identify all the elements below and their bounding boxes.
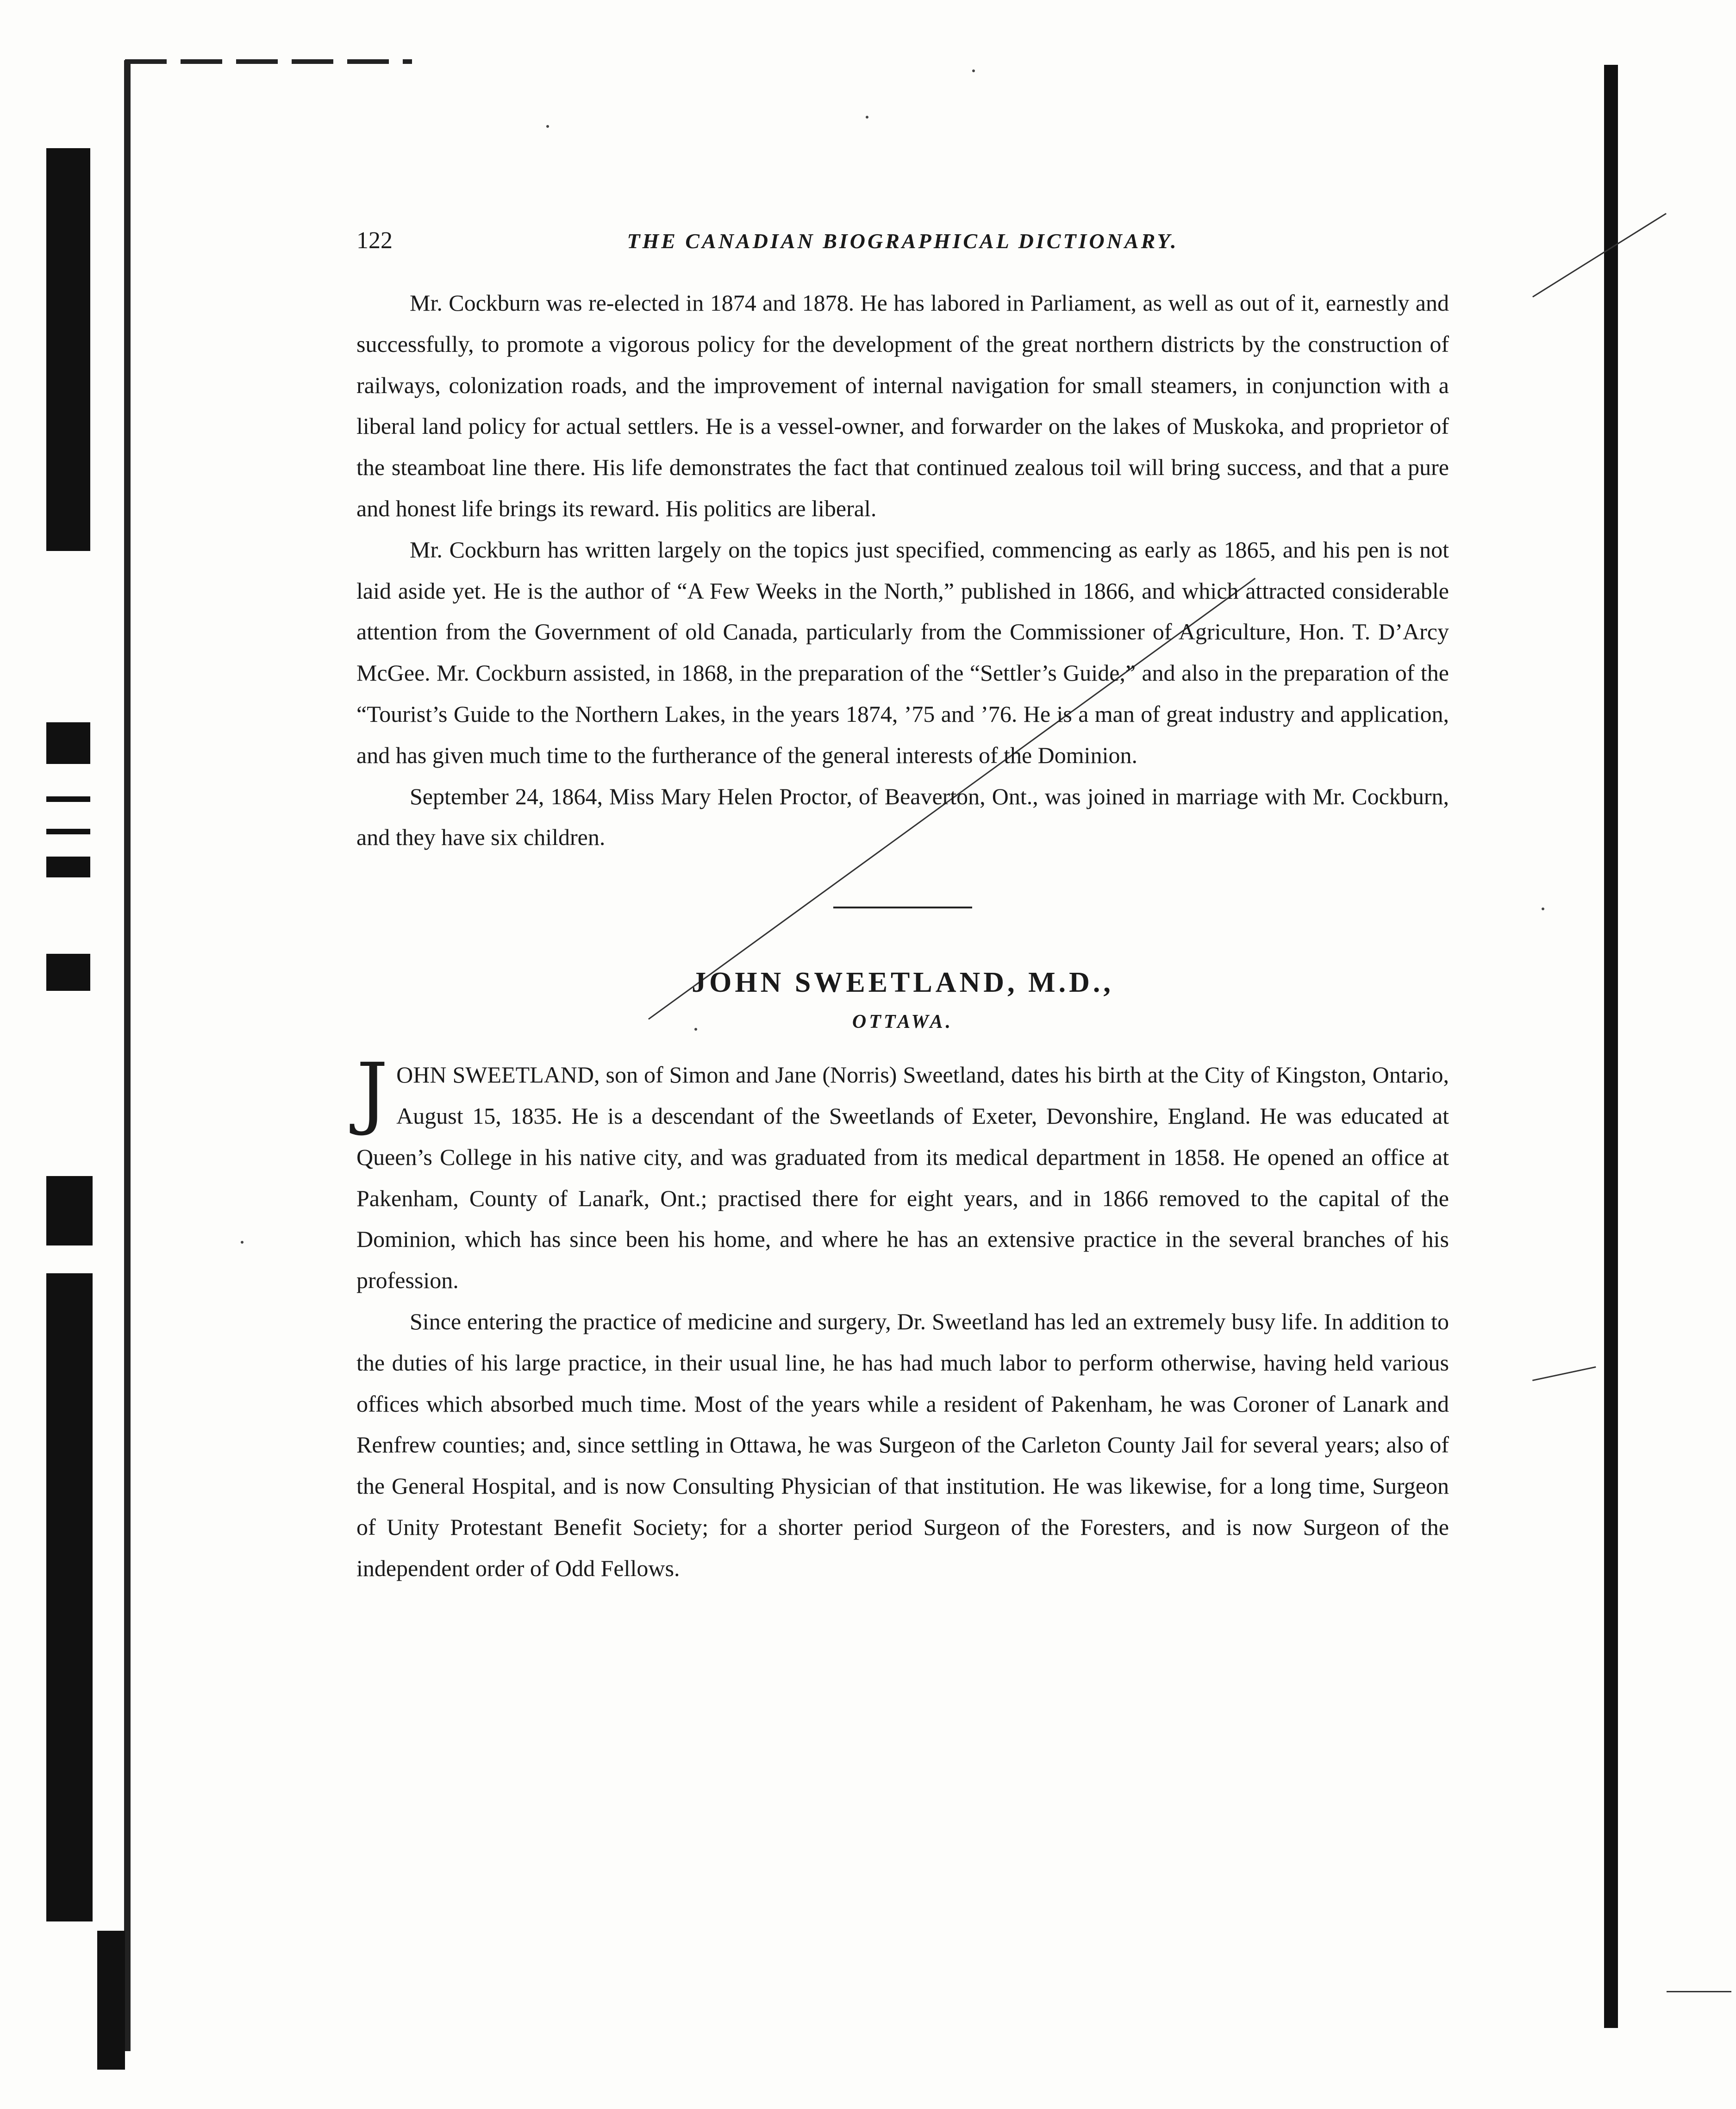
margin-dash bbox=[1667, 1991, 1731, 1992]
drop-cap: J bbox=[356, 1046, 388, 1139]
running-head bbox=[356, 227, 1449, 264]
margin-pen-mark bbox=[1532, 1366, 1596, 1381]
paragraph-cockburn-writings: Mr. Cockburn has written largely on the topics just specified, commencing as early as 1865, and his pen is not laid aside yet. He is the author of “A Few Weeks in the North,” published in 1866, and which attracted considerable attention from the Government of old Canada, particularly from the Commissioner of Agriculture, Hon. T. D’Arcy McGee. Mr. Cockburn assisted, in 1868, in the preparation of the “Settler’s Guide,” and also in the preparation of the “Tourist’s Guide to the Northern Lakes, in the years 1874, ’75 and ’76. He is a man of great industry and application, and has given much time to the furtherance of the general interests of the Dominion. bbox=[356, 536, 1449, 768]
binding-edge-artifacts bbox=[46, 148, 125, 1954]
paragraph-cockburn-marriage: September 24, 1864, Miss Mary Helen Proctor, of Beaverton, Ont., was joined in marriage with Mr. Cockburn, and they have six children. bbox=[356, 783, 1449, 851]
running-title: THE CANADIAN BIOGRAPHICAL DICTIONARY. bbox=[627, 229, 1179, 253]
page-number: 122 bbox=[356, 227, 393, 254]
left-margin-rule bbox=[124, 60, 131, 2051]
paragraph-sweetland-biography-text: OHN SWEETLAND, son of Simon and Jane (Norris) Sweetland, dates his birth at the City of Kingston, Ontario, August 15, 1835. He is a descendant of the Sweetlands of Exeter, Devonshire, England. He was educated at Queen’s College in his native city, and was graduated from its medical department in 1858. He opened an office at Pakenham, County of Lanark, Ont.; practised there for eight years, and in 1866 removed to the capital of the Dominion, which has since been his home, and where he has an extensive practice in the several branches of his profession. bbox=[356, 1062, 1449, 1294]
top-edge-artifact bbox=[125, 59, 412, 64]
section-divider bbox=[833, 907, 972, 908]
margin-pen-stroke bbox=[1532, 213, 1667, 298]
paragraph-sweetland-offices: Since entering the practice of medicine and surgery, Dr. Sweetland has led an extremely busy life. In addition to the duties of his large practice, in their usual line, he has had much labor to perform otherwise, having held various offices which absorbed much time. Most of the years while a resident of Pakenham, he was Coroner of Lanark and Renfrew counties; and, since settling in Ottawa, he was Surgeon of the Carleton County Jail for several years; also of the General Hospital, and is now Consulting Physician of that institution. He was likewise, for a long time, Surgeon of Unity Protestant Benefit Society; for a shorter period Surgeon of the Foresters, and is now Surgeon of the independent order of Odd Fellows. bbox=[356, 1308, 1449, 1581]
entry-heading: JOHN SWEETLAND, M.D., bbox=[692, 967, 1114, 999]
paragraph-sweetland-biography bbox=[356, 1046, 1449, 1301]
entry-location: OTTAWA. bbox=[852, 1011, 954, 1033]
right-binding-shadow bbox=[1604, 65, 1618, 2028]
paragraph-cockburn-career: Mr. Cockburn was re-elected in 1874 and 1878. He has labored in Parliament, as well as out of it, earnestly and successfully, to promote a vigorous policy for the development of the great northern districts by the construction of railways, colonization roads, and the improvement of internal navigation for small steamers, in conjunction with a liberal land policy for actual settlers. He is a vessel-owner, and forwarder on the lakes of Muskoka, and proprietor of the steamboat line there. His life demonstrates the fact that continued zealous toil will bring success, and that a pure and honest life brings its reward. His politics are liberal. bbox=[356, 290, 1449, 521]
text-block bbox=[356, 227, 1449, 1589]
